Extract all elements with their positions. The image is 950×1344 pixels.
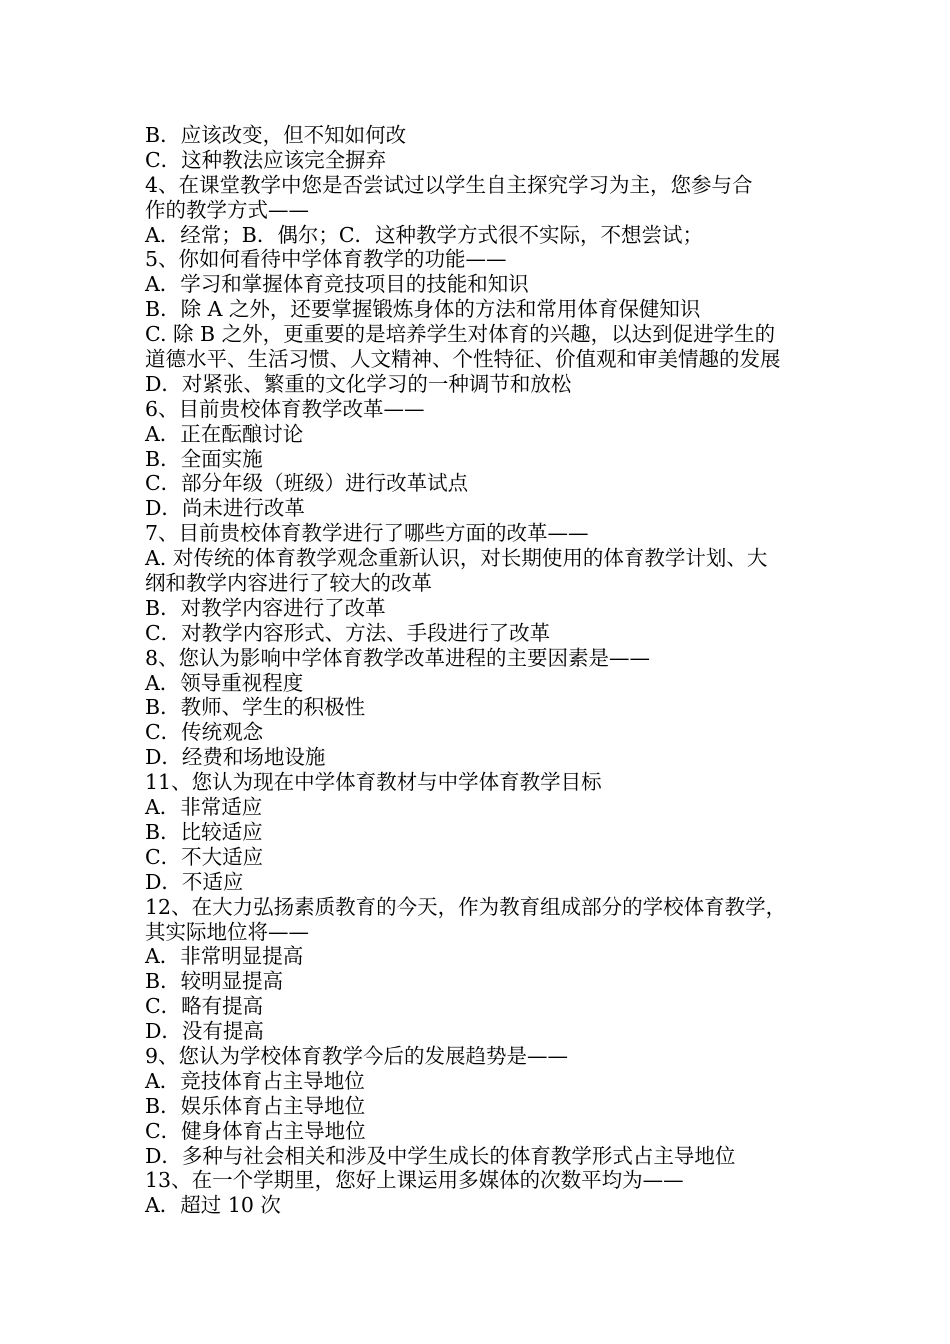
text-line: 8、您认为影响中学体育教学改革进程的主要因素是—— — [145, 645, 651, 670]
text-line: 11、您认为现在中学体育教材与中学体育教学目标 — [145, 770, 602, 795]
text-line: B．娱乐体育占主导地位 — [145, 1093, 366, 1118]
text-line: 5、你如何看待中学体育教学的功能—— — [145, 247, 507, 272]
document-body — [145, 123, 813, 1218]
text-line: B．全面实施 — [145, 446, 263, 471]
text-line: C．传统观念 — [145, 720, 264, 745]
text-line: C．不大适应 — [145, 844, 264, 869]
text-line: B．较明显提高 — [145, 969, 284, 994]
text-line: 纲和教学内容进行了较大的改革 — [145, 571, 432, 596]
text-line: A．学习和掌握体育竞技项目的技能和知识 — [145, 272, 529, 297]
text-line: C．部分年级（班级）进行改革试点 — [145, 471, 469, 496]
text-line: C．这种教法应该完全摒弃 — [145, 147, 387, 172]
text-line: A．经常；B．偶尔；C．这种教学方式很不实际，不想尝试； — [145, 222, 704, 247]
text-line: C. 除 B 之外，更重要的是培养学生对体育的兴趣，以达到促进学生的 — [145, 322, 776, 347]
text-line: B．教师、学生的积极性 — [145, 695, 366, 720]
text-line: D．经费和场地设施 — [145, 745, 326, 770]
text-line: C．对教学内容形式、方法、手段进行了改革 — [145, 620, 551, 645]
text-line: 12、在大力弘扬素质教育的今天，作为教育组成部分的学校体育教学， — [145, 894, 787, 919]
text-line: A．竞技体育占主导地位 — [145, 1068, 365, 1093]
text-line: C．健身体育占主导地位 — [145, 1118, 366, 1143]
text-line: A．正在酝酿讨论 — [145, 421, 304, 446]
text-line: 6、目前贵校体育教学改革—— — [145, 396, 425, 421]
text-line: 道德水平、生活习惯、人文精神、个性特征、价值观和审美情趣的发展 — [145, 347, 781, 372]
text-line: B．比较适应 — [145, 819, 263, 844]
text-line: B．除 A 之外，还要掌握锻炼身体的方法和常用体育保健知识 — [145, 297, 701, 322]
text-line: 其实际地位将—— — [145, 919, 309, 944]
text-line: A．非常明显提高 — [145, 944, 304, 969]
text-line: A．超过 10 次 — [145, 1193, 281, 1218]
text-line: 作的教学方式—— — [145, 197, 309, 222]
text-line: D．不适应 — [145, 869, 244, 894]
text-line: D．多种与社会相关和涉及中学生成长的体育教学形式占主导地位 — [145, 1143, 736, 1168]
text-line: 13、在一个学期里，您好上课运用多媒体的次数平均为—— — [145, 1168, 684, 1193]
text-line: B．应该改变，但不知如何改 — [145, 123, 407, 147]
text-line: 4、在课堂教学中您是否尝试过以学生自主探究学习为主，您参与合 — [145, 172, 753, 197]
text-line: 9、您认为学校体育教学今后的发展趋势是—— — [145, 1043, 569, 1068]
text-line: C．略有提高 — [145, 994, 264, 1019]
text-line: A．领导重视程度 — [145, 670, 304, 695]
text-line: A．非常适应 — [145, 795, 263, 820]
text-line: D．尚未进行改革 — [145, 496, 305, 521]
text-line: D．没有提高 — [145, 1019, 264, 1044]
text-line: D．对紧张、繁重的文化学习的一种调节和放松 — [145, 371, 572, 396]
text-line: 7、目前贵校体育教学进行了哪些方面的改革—— — [145, 521, 589, 546]
text-line: A. 对传统的体育教学观念重新认识，对长期使用的体育教学计划、大 — [145, 546, 768, 571]
text-line: B．对教学内容进行了改革 — [145, 595, 386, 620]
